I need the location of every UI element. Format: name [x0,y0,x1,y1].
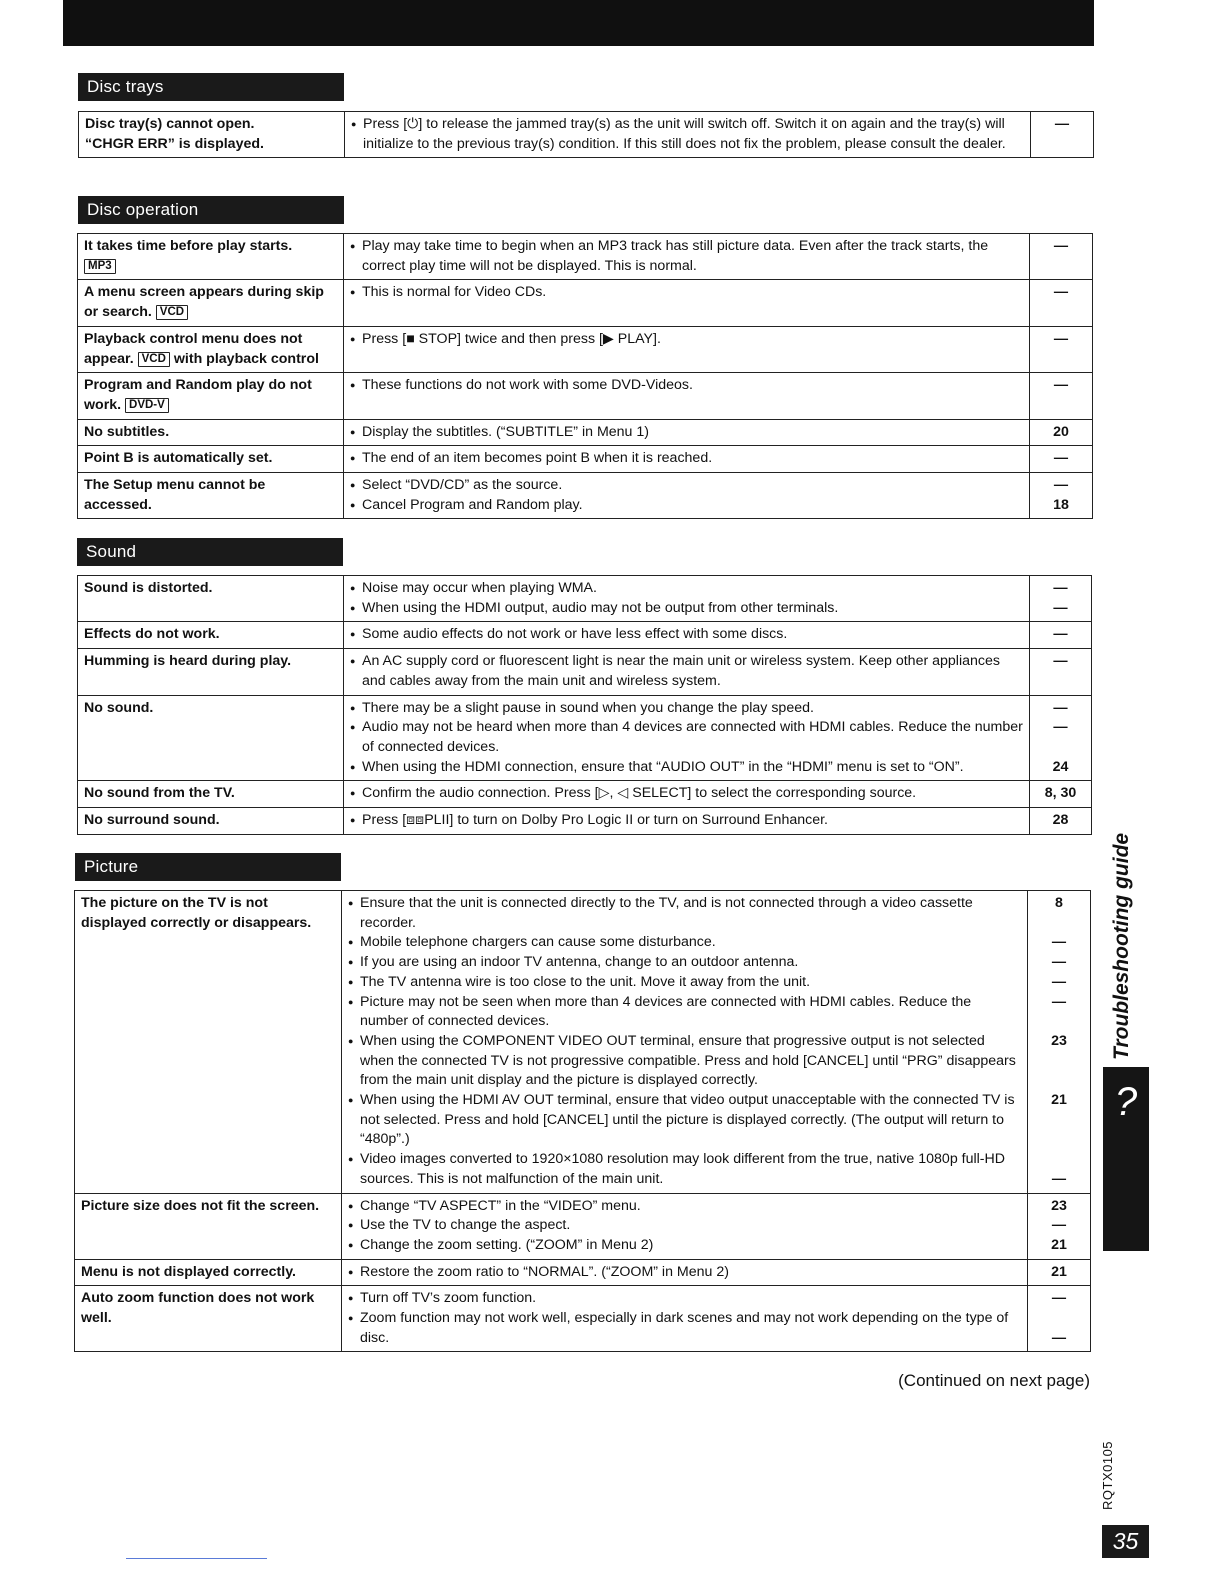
page-ref: — [1054,116,1070,132]
problem-text: A menu screen appears during skip or search. [84,284,324,321]
page-ref-cell [1030,649,1092,695]
table-row [78,622,1092,649]
page-ref: — [1051,973,1067,990]
problem-cell [78,446,344,473]
problem-text: Picture size does not fit the screen. [81,1197,320,1214]
page-ref: — [1053,653,1068,670]
problem-cell [75,1259,342,1286]
solution-list [348,1289,1021,1348]
problem-text: No subtitles. [84,423,170,440]
solution-cell [344,419,1030,446]
table-row [78,280,1093,326]
page-ref: — [1053,284,1069,301]
solution-item: ● The end of an item becomes point B when it is reached. [350,449,1023,469]
solution-cell [344,622,1030,649]
side-section-label: Troubleshooting guide [1110,832,1133,1060]
solution-list [350,376,1023,396]
disc-type-badge: DVD-V [125,398,169,413]
page-ref-cell [1030,473,1093,519]
problem-text: The Setup menu cannot be accessed. [84,477,266,513]
solution-item: ● Press [⧈⧈PLII] to turn on Dolby Pro Logic II or turn on Surround Enhancer. [350,811,1023,831]
page-ref: — [1053,450,1069,467]
table-row [75,1286,1091,1352]
problem-cell [78,419,344,446]
problem-cell [78,622,344,649]
page-ref: 20 [1053,423,1069,440]
problem-cell [79,112,345,158]
page-ref: — [1051,1290,1067,1307]
solution-item: ● Picture may not be seen when more than 4 devices are connected with HDMI cables. Reduce the number of connected devices. [348,993,1021,1032]
table-row [78,446,1093,473]
problem-cell [78,473,344,519]
problem-text: No surround sound. [84,812,220,829]
problem-cell [75,1193,342,1259]
problem-suffix: with playback control [173,350,319,367]
solution-cell [344,808,1030,835]
disc-type-badge: VCD [156,305,188,320]
solution-item: ● Turn off TV’s zoom function. [348,1289,1021,1309]
problem-text: Menu is not displayed correctly. [81,1263,296,1280]
table-row [75,1193,1091,1259]
continued-note: (Continued on next page) [898,1371,1090,1390]
solution-cell [342,1193,1028,1259]
solution-cell [344,234,1030,280]
problem-cell [78,808,344,835]
page-ref-cell [1030,446,1093,473]
solution-list [350,476,1023,515]
solution-item: ● When using the HDMI output, audio may not be output from other terminals. [350,599,1023,619]
table-row [78,234,1093,280]
solution-item: ● Change the zoom setting. (“ZOOM” in Menu 2) [348,1236,1021,1256]
problem-text: It takes time before play starts. [84,238,293,254]
table-row [78,326,1093,372]
problem-cell [78,234,344,280]
problem-text: Disc tray(s) cannot open. “CHGR ERR” is displayed. [85,116,264,152]
solution-cell [344,695,1030,781]
section-header-picture: Picture [75,853,341,881]
page-ref: 8 [1055,895,1063,911]
solution-cell [344,373,1030,419]
solution-list [348,1197,1021,1256]
table-row [78,649,1092,695]
page-ref-cell [1030,234,1093,280]
solution-cell [345,112,1031,158]
table-row [78,781,1092,808]
solution-cell [342,1286,1028,1352]
page-ref: — [1053,699,1068,716]
footer-rule [126,1558,267,1559]
table-row [78,373,1093,419]
solution-list [348,894,1021,1190]
solution-item: ● Audio may not be heard when more than 4 devices are connected with HDMI cables. Reduce the number of connected devices. [350,718,1023,757]
table-row [75,1259,1091,1286]
problem-text: The picture on the TV is not displayed correctly or disappears. [81,895,312,931]
solution-cell [344,446,1030,473]
problem-cell [78,373,344,419]
solution-list [350,330,1023,350]
solution-item: ● An AC supply cord or fluorescent light is near the main unit or wireless system. Keep other appliances and cables away from the main unit and wireless system. [350,652,1023,691]
table-row [79,112,1094,158]
solution-item: ● Display the subtitles. (“SUBTITLE” in Menu 1) [350,423,1023,443]
solution-list [350,449,1023,469]
question-mark-icon: ? [1114,1080,1138,1124]
table-row [78,576,1092,622]
problem-cell [75,891,342,1194]
solution-cell [344,576,1030,622]
page-ref-cell [1030,419,1093,446]
solution-item: ● If you are using an indoor TV antenna, change to an outdoor antenna. [348,953,1021,973]
page-ref: 21 [1051,1263,1067,1280]
problem-cell [78,649,344,695]
solution-item: ● When using the HDMI connection, ensure that “AUDIO OUT” in the “HDMI” menu is set to “ON”. [350,758,1023,778]
table-row [75,891,1091,1194]
solution-item: ● Change “TV ASPECT” in the “VIDEO” menu. [348,1197,1021,1217]
page-ref-cell [1030,576,1092,622]
page-ref: 23 [1051,1197,1067,1214]
disc-type-badge: VCD [138,352,170,367]
solution-item: ● Select “DVD/CD” as the source. [350,476,1023,496]
solution-item: ● When using the COMPONENT VIDEO OUT terminal, ensure that progressive output is not selected when the connected TV is not progressive compatible. Press and hold [CANCEL] until “PRG” disappears from the main unit display and the picture is displayed correctly. [348,1032,1021,1091]
solution-list [348,1263,1021,1283]
solution-item: ● Restore the zoom ratio to “NORMAL”. (“ZOOM” in Menu 2) [348,1263,1021,1283]
solution-list [350,784,1023,804]
solution-list [350,579,1023,618]
page-ref: — [1053,477,1069,494]
page-ref: — [1051,954,1067,971]
solution-item: ● Ensure that the unit is connected directly to the TV, and is not connected through a video cassette recorder. [348,894,1021,933]
page-ref-cell [1030,622,1092,649]
table-picture [74,890,1091,1352]
solution-item: ● These functions do not work with some DVD-Videos. [350,376,1023,396]
page-ref-cell [1030,808,1092,835]
problem-cell [78,695,344,781]
problem-cell [78,280,344,326]
problem-text: Program and Random play do not work. [84,377,312,413]
table-row [78,808,1092,835]
section-header-disc-operation: Disc operation [78,196,344,224]
problem-text: No sound. [84,699,154,716]
solution-item: ● There may be a slight pause in sound when you change the play speed. [350,699,1023,719]
solution-cell [344,649,1030,695]
solution-list [350,811,1023,831]
page-number: 35 [1102,1525,1149,1558]
problem-text: Sound is distorted. [84,580,213,596]
model-code: RQTX0105 [1100,1440,1115,1510]
table-row [78,473,1093,519]
page-ref-cell [1030,326,1093,372]
problem-cell [78,781,344,808]
page-ref: — [1051,993,1067,1010]
page-ref: — [1051,934,1067,951]
solution-item: ● This is normal for Video CDs. [350,283,1023,303]
page-ref: — [1051,1170,1067,1187]
solution-item: ● Some audio effects do not work or have less effect with some discs. [350,625,1023,645]
section-header-disc-trays: Disc trays [78,73,344,101]
solution-cell [344,781,1030,808]
solution-item: ● Noise may occur when playing WMA. [350,579,1023,599]
page-ref-cell [1030,781,1092,808]
solution-item: ● Cancel Program and Random play. [350,496,1023,516]
page-ref-cell [1028,891,1091,1194]
solution-cell [344,473,1030,519]
solution-item: ● The TV antenna wire is too close to the unit. Move it away from the unit. [348,973,1021,993]
table-row [78,695,1092,781]
solution-list [350,652,1023,691]
page-ref: — [1053,580,1068,596]
page-ref: 21 [1051,1236,1067,1253]
solution-item: ● Mobile telephone chargers can cause some disturbance. [348,933,1021,953]
problem-cell [75,1286,342,1352]
solution-list [350,423,1023,443]
solution-list [350,283,1023,303]
table-sound [77,575,1092,835]
solution-item: ● Press [⏻] to release the jammed tray(s) as the unit will switch off. Switch it on again and the tray(s) will initialize to the previous tray(s) condition. If this still does not fix the problem, please consult the dealer. [351,115,1024,154]
problem-cell [78,326,344,372]
solution-cell [342,1259,1028,1286]
problem-text: Effects do not work. [84,626,220,643]
table-row [78,419,1093,446]
page-ref: 21 [1051,1092,1067,1109]
solution-item: ● Play may take time to begin when an MP3 track has still picture data. Even after the track starts, the correct play time will not be displayed. This is normal. [350,237,1023,276]
solution-item: ● Press [■ STOP] twice and then press [▶ PLAY]. [350,330,1023,350]
page-ref: 18 [1053,496,1069,513]
page-ref: — [1053,626,1068,643]
page-ref: 8, 30 [1044,785,1077,802]
solution-cell [342,891,1028,1194]
solution-item: ● Confirm the audio connection. Press [▷, ◁ SELECT] to select the corresponding source. [350,784,1023,804]
top-banner [63,0,1094,46]
problem-text: Auto zoom function does not work well. [81,1290,315,1327]
page-ref: — [1053,599,1068,616]
solution-item: ● Use the TV to change the aspect. [348,1216,1021,1236]
disc-type-badge: MP3 [84,259,116,274]
table-disc-trays [78,111,1094,158]
solution-list [350,699,1023,778]
page-ref-cell [1028,1193,1091,1259]
problem-text: Humming is heard during play. [84,653,292,670]
solution-list [350,237,1023,276]
help-tab [1103,1067,1149,1251]
page-ref: — [1053,238,1069,254]
page-ref-cell [1030,373,1093,419]
solution-item: ● Video images converted to 1920×1080 resolution may look different from the true, native 1080p full-HD sources. This is not malfunction of the main unit. [348,1150,1021,1189]
problem-text: No sound from the TV. [84,785,235,802]
page-ref: 24 [1052,758,1069,775]
page-ref: — [1053,719,1068,736]
page-ref: — [1053,330,1069,347]
problem-text: Playback control menu does not appear. [84,330,303,367]
page-ref-cell [1030,695,1092,781]
problem-text: Point B is automatically set. [84,450,273,467]
solution-list [351,115,1024,154]
page-ref-cell [1031,112,1094,158]
page-ref-cell [1028,1259,1091,1286]
solution-cell [344,280,1030,326]
page-ref: 28 [1052,812,1069,829]
solution-item: ● Zoom function may not work well, especially in dark scenes and may not work depending on the type of disc. [348,1309,1021,1348]
page-ref: 23 [1051,1032,1067,1049]
table-disc-operation [77,233,1093,519]
solution-list [350,625,1023,645]
page-ref-cell [1028,1286,1091,1352]
page-ref: — [1053,377,1069,394]
solution-cell [344,326,1030,372]
section-header-sound: Sound [77,538,343,566]
solution-item: ● When using the HDMI AV OUT terminal, ensure that video output unacceptable with the connected TV is not selected. Press and hold [CANCEL] until the picture is displayed correctly. (The output will return to “480p”.) [348,1091,1021,1150]
problem-cell [78,576,344,622]
page-ref: — [1051,1217,1067,1234]
page-ref-cell [1030,280,1093,326]
page-ref: — [1051,1329,1067,1346]
